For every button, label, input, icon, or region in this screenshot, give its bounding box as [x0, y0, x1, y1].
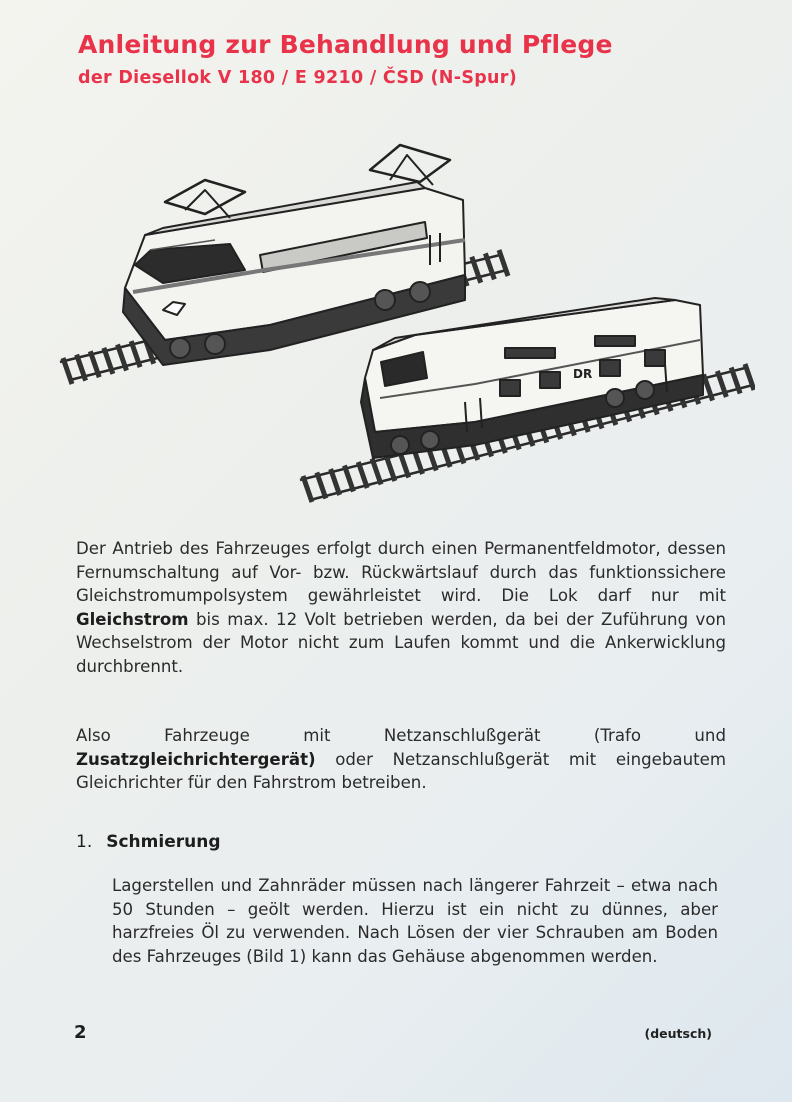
- section-title: Schmierung: [106, 832, 221, 852]
- power-text-b: oder Netzanschlußgerät mit eingebautem Gleichrichter für den Fahrstrom betreiben.: [76, 749, 726, 792]
- track-tie: [372, 459, 381, 485]
- track-tie: [358, 462, 367, 488]
- section-heading-lubrication: [76, 832, 221, 852]
- intro-emphasis: Gleichstrom: [76, 609, 189, 629]
- power-text-a: Also Fahrzeuge mit Netzanschlußgerät (Trafo und: [76, 726, 726, 745]
- intro-paragraph: [76, 537, 726, 678]
- track-tie: [386, 455, 395, 481]
- power-supply-paragraph: [76, 724, 726, 795]
- language-label: (deutsch): [644, 1026, 712, 1041]
- intro-text-b: bis max. 12 Volt betrieben werden, da bei der Zuführung von Wechselstrom der Motor nicht zum Laufen kommt und die Ankerwicklung durchbrennt.: [76, 609, 726, 676]
- track-tie: [331, 469, 340, 495]
- power-emphasis: Zusatzgleichrichtergerät): [76, 749, 316, 769]
- electric-locomotive-illustration: [123, 145, 465, 365]
- track-tie: [63, 358, 72, 384]
- track-tie: [344, 466, 353, 492]
- page-number: 2: [74, 1022, 87, 1043]
- diesel-locomotive-illustration: [361, 298, 703, 458]
- page-subtitle: der Diesellok V 180 / E 9210 / ČSD (N-Spur): [78, 68, 518, 88]
- diesel-marking-text: DR: [573, 367, 593, 381]
- intro-text-a: Der Antrieb des Fahrzeuges erfolgt durch einen Permanentfeldmotor, dessen Fernumschaltung auf Vor- bzw. Rückwärtslauf durch das funktionssichere Gleichstromumpolsystem gewährleistet wird. Die Lok darf nur mit: [76, 539, 726, 605]
- section-number: 1.: [76, 832, 93, 852]
- page-title: Anleitung zur Behandlung und Pflege: [78, 30, 613, 59]
- track-tie: [303, 476, 312, 502]
- lubrication-paragraph: Lagerstellen und Zahnräder müssen nach längerer Fahrzeit – etwa nach 50 Stunden – geölt werden. Hierzu ist ein nicht zu dünnes, aber harzfreies Öl zu verwenden. Nach Lösen der vier Schrauben am Boden des Fahrzeuges (Bild 1) kann das Gehäuse abgenommen werden.: [112, 876, 718, 966]
- track-tie: [317, 473, 326, 499]
- locomotives-illustration: [55, 140, 755, 520]
